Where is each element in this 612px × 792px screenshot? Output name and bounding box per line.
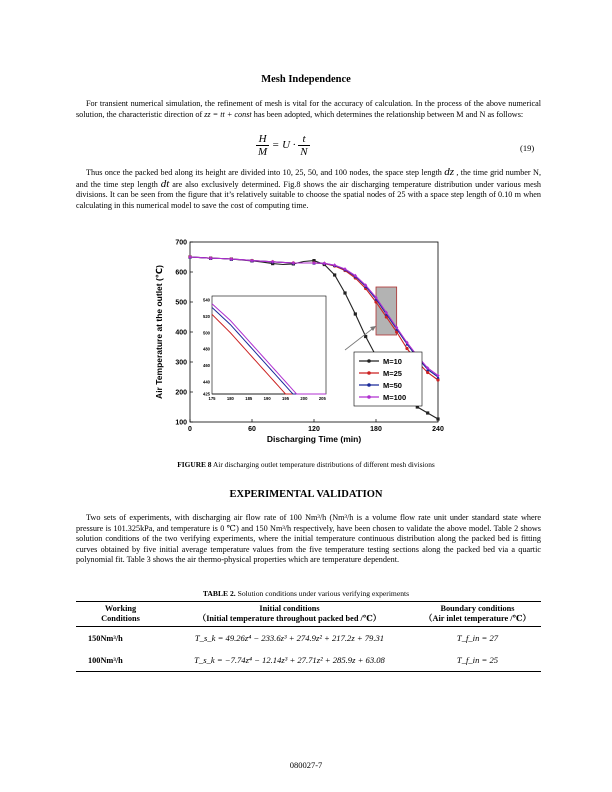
- inset-y-tick-label: 540: [203, 297, 210, 303]
- x-tick-label: 60: [248, 426, 256, 433]
- row-initial-equation: T_s_k = −7.74z⁴ − 12.14z³ + 27.71z² + 285.9z + 63.08: [165, 649, 414, 672]
- x-tick-label: 240: [432, 426, 444, 433]
- legend-marker: [367, 395, 371, 399]
- eq-mid: = U ·: [271, 139, 296, 152]
- inline-equation: zz = tt + const: [204, 109, 252, 119]
- data-point: [405, 347, 408, 350]
- data-point: [436, 378, 439, 381]
- legend-label: M=100: [383, 392, 407, 402]
- y-tick-label: 500: [175, 299, 187, 307]
- page-footer: 080027-7: [289, 760, 323, 770]
- dz-symbol: dz: [444, 166, 454, 178]
- eq-rhs-fraction: [298, 133, 309, 158]
- para3-text: Two sets of experiments, with discharging air flow rate of 100 Nm³/h (Nm³/h is a volume flow rate unit under standard state where pressure is 101.325kPa, and temperature is 0 ℃) and 150 Nm³/h respectively, have been chosen to validate the above model. Table 2 shows solution conditions of the two verifying experiments, where the initial temperature continuous distribution along the packed bed is fitting curves obtained by five initial average temperature values from the five temperature testing sections along the packed bed via a quartic polynomial fit. Table 3 shows the air thermo-physical properties which are temperature dependent.: [76, 513, 541, 565]
- paragraph-mesh-intro: [76, 99, 541, 120]
- inset-y-tick-label: 500: [203, 330, 210, 336]
- y-tick-label: 600: [175, 269, 187, 277]
- para2-text-c: are also exclusively determined. Fig.8 shows the air discharging temperature distribution under various mesh divisions. It can be seen from the figure that it’s relatively suitable to choose the spatial nodes of 25 with a space step length of 0.10 m when calculating in this numerical model to save the cost of computing time.: [76, 179, 542, 210]
- dt-symbol: dt: [160, 177, 170, 190]
- figure-caption-label: FIGURE 8: [177, 460, 212, 469]
- row-condition: 100Nm³/h: [76, 649, 165, 672]
- y-tick-label: 200: [175, 389, 187, 397]
- table-caption-label: TABLE 2.: [202, 589, 236, 598]
- eq-lhs-num: H: [256, 133, 269, 146]
- equation-19: [256, 133, 310, 158]
- y-tick-label: 400: [175, 329, 187, 337]
- legend-marker: [367, 371, 371, 375]
- table-2: [76, 601, 541, 672]
- inset-x-tick-label: 205: [318, 396, 326, 401]
- x-tick-label: 0: [188, 426, 192, 433]
- inset-x-tick-label: 190: [263, 396, 271, 401]
- inset-frame: [212, 296, 326, 394]
- data-point: [364, 335, 367, 338]
- table-row: [76, 627, 541, 650]
- header-initial: Initial conditions: [259, 604, 320, 613]
- header-working: Working: [104, 604, 137, 613]
- table-row: [76, 649, 541, 672]
- legend-marker: [367, 359, 371, 363]
- inset-y-tick-label: 520: [203, 313, 210, 319]
- data-point: [436, 417, 439, 420]
- row-condition: 150Nm³/h: [88, 633, 123, 643]
- legend-label: M=10: [383, 356, 402, 366]
- inset-x-tick-label: 200: [300, 396, 308, 401]
- header-boundary-conditions: [414, 602, 541, 627]
- row-boundary-equation: T_f_in = 25: [414, 649, 541, 672]
- section-title-validation: EXPERIMENTAL VALIDATION: [229, 489, 383, 500]
- paragraph-mesh-result: [76, 167, 541, 211]
- para1-text-a: For transient numerical simulation, the refinement of mesh is vital for the accuracy of calculation. In the process of the above numerical solution, the characteristic direction of: [76, 99, 541, 119]
- row-boundary-equation: T_f_in = 27: [456, 633, 499, 643]
- eq-rhs-num: t: [298, 133, 309, 146]
- para1-text-b: has been adopted, which determines the relationship between M and N as follows:: [251, 109, 524, 119]
- inset-y-min-label: 425: [203, 391, 210, 397]
- figure-caption: [0, 460, 612, 469]
- table-caption-text: Solution conditions under various verifying experiments: [235, 589, 410, 598]
- header-conditions: Conditions: [101, 614, 140, 623]
- inset-x-tick-label: 185: [245, 396, 253, 401]
- header-boundary: Boundary conditions: [440, 604, 515, 613]
- inset-x-tick-label: 175: [208, 396, 216, 401]
- figure-caption-text: Air discharging outlet temperature distributions of different mesh divisions: [211, 460, 435, 469]
- data-point: [343, 291, 346, 294]
- x-axis-label: Discharging Time (min): [266, 434, 362, 444]
- y-tick-label: 100: [175, 419, 187, 427]
- legend-label: M=25: [383, 368, 402, 378]
- x-tick-label: 180: [370, 426, 382, 433]
- para2-text-b: , the time grid number N, and the time step length: [76, 168, 541, 189]
- inset-y-tick-label: 460: [203, 362, 210, 368]
- inset-x-tick-label: 180: [226, 396, 234, 401]
- y-tick-label: 700: [175, 239, 187, 247]
- data-point: [354, 312, 357, 315]
- eq-lhs-den: M: [258, 146, 268, 158]
- legend-label: M=50: [383, 380, 402, 390]
- data-point: [426, 411, 429, 414]
- x-tick-label: 120: [308, 426, 320, 433]
- header-working-conditions: [76, 602, 165, 627]
- paragraph-experiments: [76, 513, 541, 566]
- y-axis-label: Air Temperature at the outlet (℃): [154, 265, 164, 399]
- eq-lhs-fraction: [256, 133, 269, 158]
- header-boundary-sub: （Air inlet temperature /℃）: [424, 614, 531, 623]
- section-title: Mesh Independence: [261, 74, 351, 85]
- data-point: [333, 273, 336, 276]
- figure-8-chart: [150, 232, 450, 457]
- eq-rhs-den: N: [300, 146, 308, 158]
- table-caption: [0, 589, 612, 598]
- data-point: [426, 371, 429, 374]
- inset-x-tick-label: 195: [282, 396, 290, 401]
- equation-number: (19): [520, 143, 535, 153]
- inset-y-tick-label: 440: [203, 379, 210, 385]
- row-initial-equation: T_s_k = 49.26z⁴ − 233.6z³ + 274.9z² + 217.2z + 79.31: [194, 633, 385, 643]
- legend-marker: [367, 383, 371, 387]
- header-initial-conditions: [165, 602, 414, 627]
- y-tick-label: 300: [175, 359, 187, 367]
- inset-y-tick-label: 480: [203, 346, 210, 352]
- header-initial-sub: （Initial temperature throughout packed bed /℃）: [197, 614, 382, 623]
- para2-text-a: Thus once the packed bed along its height are divided into 10, 25, 50, and 100 nodes, the space step length: [86, 168, 445, 177]
